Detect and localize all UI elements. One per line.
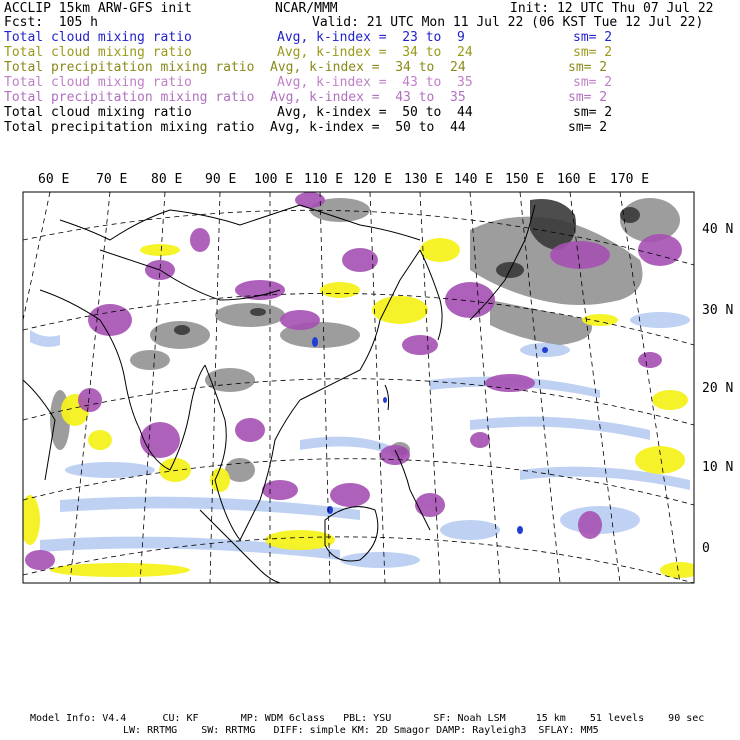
lon-label: 70 E [96,172,128,187]
lon-label: 130 E [404,172,444,187]
legend-field: Total cloud mixing ratio [4,45,192,60]
legend-sm: sm= 2 [573,105,613,120]
model-title: ACCLIP 15km ARW-GFS init [4,1,192,16]
lat-label: 20 N [702,381,734,396]
legend-field: Total cloud mixing ratio [4,30,192,45]
legend-field: Total precipitation mixing ratio [4,60,255,75]
lon-label: 120 E [353,172,393,187]
legend-avg: Avg, k-index = 50 to 44 [270,120,466,135]
legend-avg: Avg, k-index = 34 to 24 [277,45,473,60]
lon-label: 90 E [205,172,237,187]
legend-field: Total cloud mixing ratio [4,75,192,90]
lon-label: 160 E [557,172,597,187]
model-physics: LW: RRTMG SW: RRTMG DIFF: simple KM: 2D Smagor DAMP: Rayleigh3 SFLAY: MM5 [123,725,599,736]
lon-label: 140 E [454,172,494,187]
legend-field: Total precipitation mixing ratio [4,90,255,105]
legend-avg: Avg, k-index = 50 to 44 [277,105,473,120]
lon-label: 60 E [38,172,70,187]
legend-sm: sm= 2 [568,120,608,135]
lat-label: 40 N [702,222,734,237]
legend-avg: Avg, k-index = 43 to 35 [277,75,473,90]
valid-time: Valid: 21 UTC Mon 11 Jul 22 (06 KST Tue 12 Jul 22) [312,15,704,30]
lon-label: 150 E [505,172,545,187]
lon-label: 80 E [151,172,183,187]
legend-field: Total precipitation mixing ratio [4,120,255,135]
lon-label: 170 E [610,172,650,187]
legend-avg: Avg, k-index = 43 to 35 [270,90,466,105]
legend-sm: sm= 2 [573,30,613,45]
legend-avg: Avg, k-index = 23 to 9 [277,30,465,45]
lon-label: 100 E [254,172,294,187]
organization: NCAR/MMM [275,1,338,16]
legend-sm: sm= 2 [573,45,613,60]
lat-label: 10 N [702,460,734,475]
lat-label: 0 [702,541,710,556]
legend-sm: sm= 2 [568,60,608,75]
forecast-hour: Fcst: 105 h [4,15,98,30]
model-info: Model Info: V4.4 CU: KF MP: WDM 6class PBL: YSU SF: Noah LSM 15 km 51 levels 90 sec [30,713,705,724]
legend-field: Total cloud mixing ratio [4,105,192,120]
legend-avg: Avg, k-index = 34 to 24 [270,60,466,75]
legend-sm: sm= 2 [573,75,613,90]
lon-label: 110 E [304,172,344,187]
lat-label: 30 N [702,303,734,318]
legend-sm: sm= 2 [568,90,608,105]
init-time: Init: 12 UTC Thu 07 Jul 22 [510,1,714,16]
